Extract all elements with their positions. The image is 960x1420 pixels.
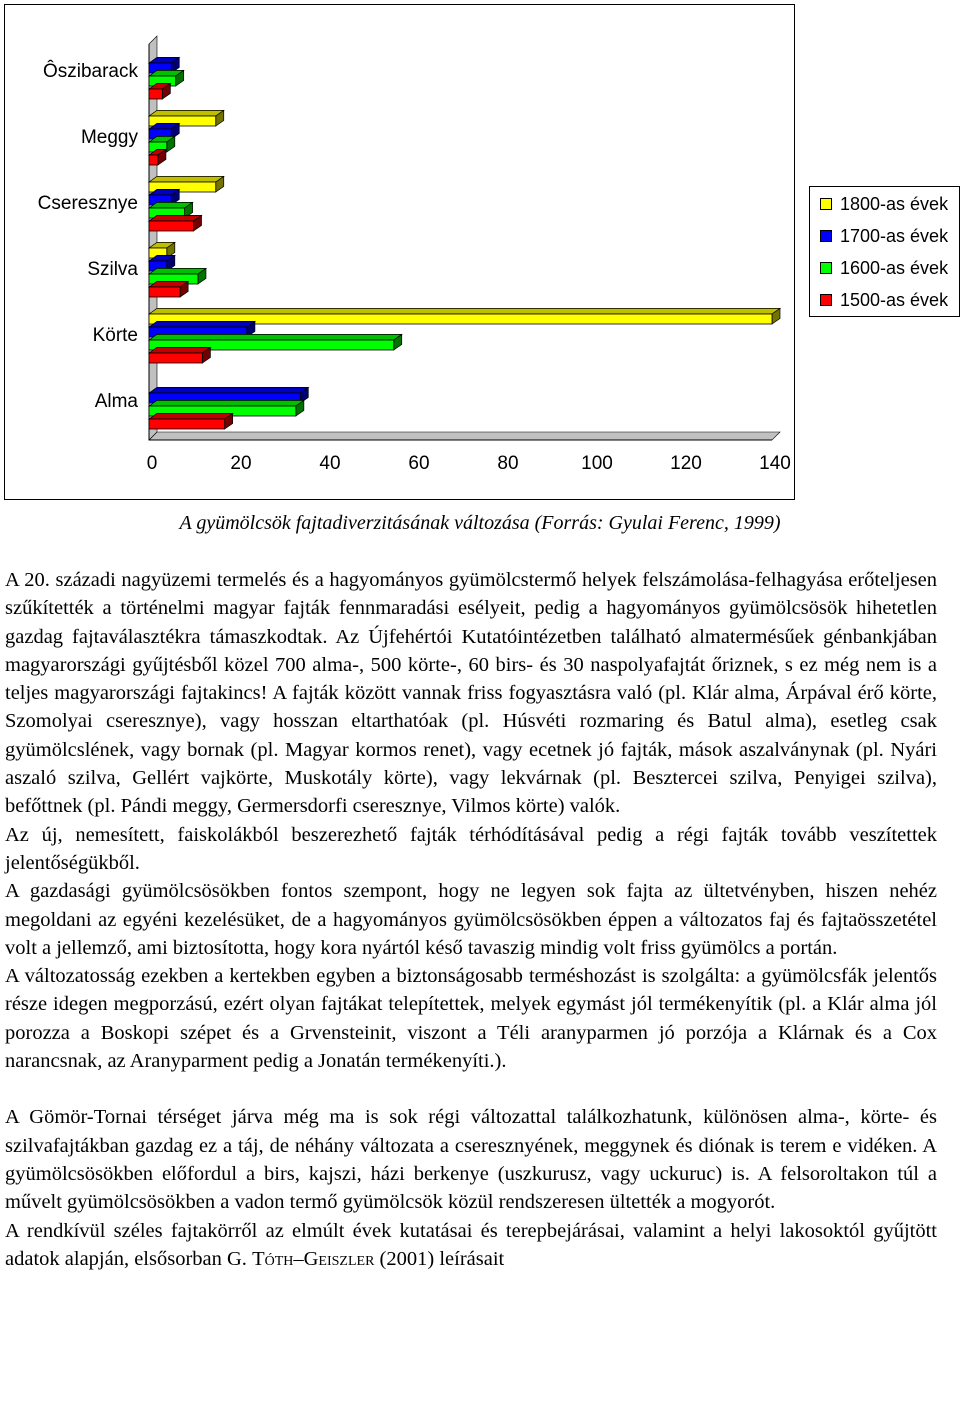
paragraph: A változatosság ezekben a kertekben egyben a biztonságosabb terméshozást is szolgálta: a gyümölcsfák jelentős része idegen megporzású, ezért olyan fajtákat telepítettek, melyek egymást jól termékenyítik (pl. a Klár alma jól porozza a Boskopi szépet és a Grvensteinit, viszont a Téli aranyparmen jó porzója a Klárnak és a Cox narancsnak, az Aranyparment pedig a Jonatán termékenyíti.).	[5, 965, 937, 1073]
citation-tail: (2001) leírásait	[379, 1247, 505, 1270]
legend-label: 1500-as évek	[840, 289, 949, 310]
paragraph: A 20. századi nagyüzemi termelés és a hagyományos gyümölcstermő helyek felszámolása-felhagyása erőteljesen szűkítették a történelmi magyar fajták fennmaradási esélyeit, pedig a hagyományos gyümölcsösök hihetetlen gazdag fajtaválasztékra támaszkodtak. Az Újfehértói Kutatóintézetben található almatermésűek génbankjában magyarországi gyűjtésből közel 700 alma-, 500 körte-, 60 birs- és 30 naspolyafajtát őriznek, s ez még nem is a teljes magyarországi fajtakincs! A fajták között vannak friss fogyasztásra való (pl. Klár alma, Árpával érő körte, Szomolyai cseresznye), vagy hosszan eltarthatóak (pl. Húsvéti rozmaring és Batul alma), esetleg csak gyümölcslének, vagy bornak (pl. Magyar kormos renet), vagy ecetnek jó fajták, mások aszalványnak (pl. Nyári aszaló szilva, Gellért vajkörte, Muskotály körte), vagy lekvárnak (pl. Besztercei szilva, Penyigei szilva), befőttnek (pl. Pándi meggy, Germersdorfi cseresznye, Vilmos körte) valók.	[5, 569, 937, 818]
figure-caption: A gyümölcsök fajtadiverzitásának változása (Forrás: Gyulai Ferenc, 1999)	[179, 512, 781, 534]
bar-top	[149, 110, 224, 116]
bar-top	[149, 413, 233, 419]
x-tick-label: 100	[581, 453, 613, 474]
legend-swatch	[820, 294, 832, 306]
legend-swatch	[820, 230, 832, 242]
legend-item	[820, 225, 948, 247]
category-label: Ôszibarack	[42, 61, 138, 82]
x-tick-label: 40	[319, 453, 341, 474]
bar-top	[149, 268, 206, 274]
x-tick-label: 120	[670, 453, 702, 474]
x-tick-label: 60	[408, 453, 430, 474]
author-name: Geiszler	[303, 1247, 375, 1270]
body-text	[5, 566, 937, 1273]
category-label: Körte	[92, 325, 138, 346]
chart-legend	[809, 186, 960, 317]
bar	[149, 89, 162, 99]
x-tick-label: 20	[230, 453, 252, 474]
bar	[149, 221, 194, 231]
legend-item	[820, 289, 948, 311]
category-label: Alma	[94, 391, 138, 412]
bar-top	[149, 334, 402, 340]
paragraph: A gazdasági gyümölcsösökben fontos szempont, hogy ne legyen sok fajta az ültetvényben, hiszen nehéz megoldani az egyéni kezelésüket, de a hagyományos gyümölcsösökben éppen a változatos faj és fajtaösszetétel volt a jellemző, ami biztosította, hogy kora nyártól késő tavaszig mindig volt friss gyümölcs a portán.	[5, 880, 937, 959]
legend-swatch	[820, 198, 832, 210]
bar-top	[149, 308, 780, 314]
category-label: Szilva	[87, 259, 138, 280]
paragraph: Az új, nemesített, faiskolákból beszerezhető fajták térhódításával pedig a régi fajták tovább veszítettek jelentőségükből.	[5, 823, 937, 874]
author-dash: –	[293, 1247, 304, 1270]
bar	[149, 353, 202, 363]
legend-label: 1800-as évek	[840, 193, 949, 214]
legend-swatch	[820, 262, 832, 274]
bar	[149, 287, 180, 297]
legend-item	[820, 257, 948, 279]
bar-top	[149, 176, 224, 182]
category-label: Cseresznye	[37, 193, 138, 214]
legend-label: 1700-as évek	[840, 225, 949, 246]
legend-item	[820, 193, 948, 215]
paragraph-text: A rendkívül széles fajtakörről az elmúlt évek kutatásai és terepbejárásai, valamint a helyi lakosoktól gyűjtött adatok alapján, elsősorban G.	[5, 1219, 937, 1270]
legend-label: 1600-as évek	[840, 257, 949, 278]
bar-top	[149, 400, 304, 406]
chart-floor	[149, 432, 780, 440]
bar	[149, 155, 158, 165]
bar-top	[149, 347, 210, 353]
paragraph-last	[5, 1217, 937, 1274]
x-tick-label: 0	[146, 453, 158, 474]
bar-top	[149, 321, 255, 327]
bar-top	[149, 387, 308, 393]
x-tick-label: 140	[759, 453, 791, 474]
bar	[149, 419, 225, 429]
x-tick-label: 80	[497, 453, 519, 474]
bar-top	[149, 215, 202, 221]
paragraph: A Gömör-Tornai térséget járva még ma is sok régi változattal találkozhatunk, különösen alma-, körte- és szilvafajtákban gazdag ez a táj, de néhány változata a cseresznyének, meggynek és diónak is terem e vidéken. A gyümölcsösökben előfordul a birs, kajszi, házi berkenye (uszkurusz, vagy uckuruc) is. A felsoroltakon túl a művelt gyümölcsösökben a vadon termő gyümölcsök közül rendszeresen ültették a mogyorót.	[5, 1106, 937, 1214]
author-name: Tóth	[252, 1247, 294, 1270]
category-label: Meggy	[80, 127, 138, 148]
